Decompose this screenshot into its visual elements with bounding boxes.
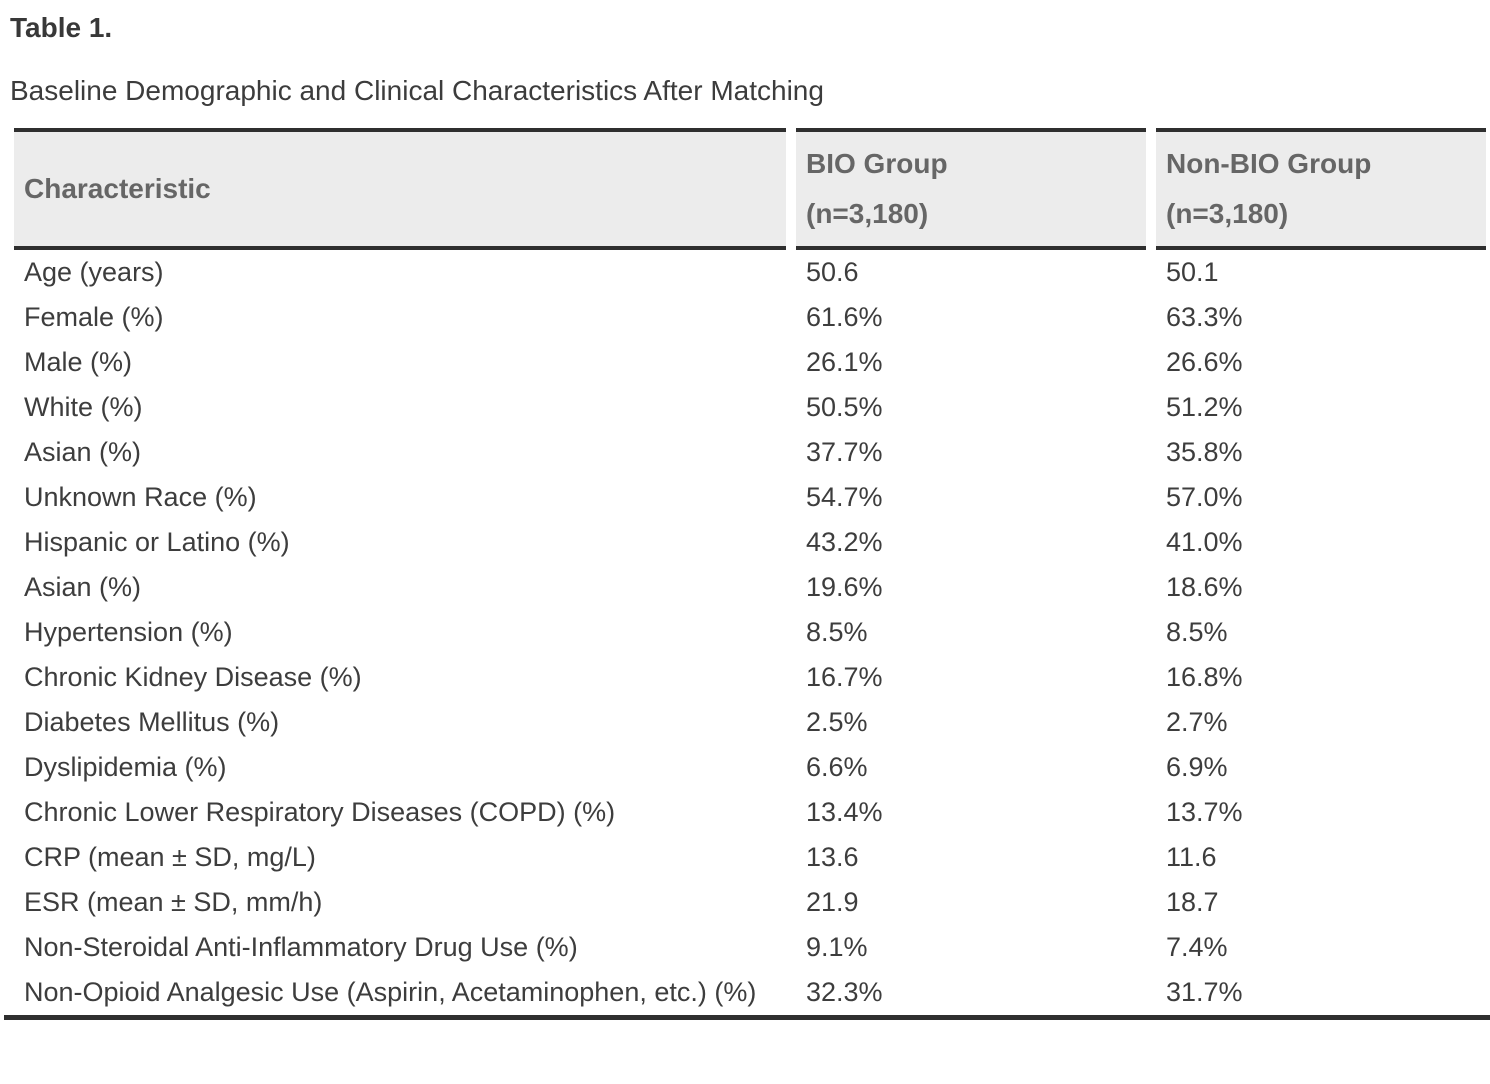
row-characteristic-label: ESR (mean ± SD, mm/h) xyxy=(24,887,323,918)
table-row xyxy=(14,430,1486,475)
nonbio-group-value: 7.4% xyxy=(1166,932,1228,963)
table-row xyxy=(14,925,1486,970)
row-characteristic-label: Non-Steroidal Anti-Inflammatory Drug Use (%) xyxy=(24,932,578,963)
bio-group-value: 61.6% xyxy=(806,302,883,333)
table-row xyxy=(14,970,1486,1015)
column-header-bio-group-name: BIO Group xyxy=(806,148,948,180)
bio-group-value: 13.4% xyxy=(806,797,883,828)
row-characteristic-label: Chronic Lower Respiratory Diseases (COPD) (%) xyxy=(24,797,616,828)
column-header-bio-group-n: (n=3,180) xyxy=(806,198,929,230)
row-characteristic-label: Asian (%) xyxy=(24,437,142,468)
nonbio-group-value: 41.0% xyxy=(1166,527,1243,558)
nonbio-group-value: 57.0% xyxy=(1166,482,1243,513)
nonbio-group-value: 16.8% xyxy=(1166,662,1243,693)
nonbio-group-value: 26.6% xyxy=(1166,347,1243,378)
table-row xyxy=(14,385,1486,430)
bio-group-value: 50.5% xyxy=(806,392,883,423)
column-header-nonbio-group-name: Non-BIO Group xyxy=(1166,148,1372,180)
bio-group-value: 6.6% xyxy=(806,752,868,783)
row-characteristic-label: Dyslipidemia (%) xyxy=(24,752,227,783)
bio-group-value: 9.1% xyxy=(806,932,868,963)
table-caption: Baseline Demographic and Clinical Characteristics After Matching xyxy=(10,75,824,107)
nonbio-group-value: 51.2% xyxy=(1166,392,1243,423)
bio-group-value: 13.6 xyxy=(806,842,859,873)
row-characteristic-label: Age (years) xyxy=(24,257,164,288)
characteristics-table xyxy=(4,128,1490,1020)
bio-group-value: 54.7% xyxy=(806,482,883,513)
bio-group-value: 21.9 xyxy=(806,887,859,918)
row-characteristic-label: Male (%) xyxy=(24,347,133,378)
row-characteristic-label: Hypertension (%) xyxy=(24,617,233,648)
bio-group-value: 37.7% xyxy=(806,437,883,468)
column-header-nonbio-group-n: (n=3,180) xyxy=(1166,198,1289,230)
table-body xyxy=(14,250,1486,1015)
table-row xyxy=(14,610,1486,655)
row-characteristic-label: Diabetes Mellitus (%) xyxy=(24,707,280,738)
nonbio-group-value: 13.7% xyxy=(1166,797,1243,828)
row-characteristic-label: Chronic Kidney Disease (%) xyxy=(24,662,362,693)
table-row xyxy=(14,700,1486,745)
nonbio-group-value: 35.8% xyxy=(1166,437,1243,468)
table-row xyxy=(14,295,1486,340)
column-header-characteristic xyxy=(14,128,786,250)
bio-group-value: 16.7% xyxy=(806,662,883,693)
bio-group-value: 50.6 xyxy=(806,257,859,288)
row-characteristic-label: Female (%) xyxy=(24,302,164,333)
nonbio-group-value: 31.7% xyxy=(1166,977,1243,1008)
row-characteristic-label: Hispanic or Latino (%) xyxy=(24,527,290,558)
row-characteristic-label: Unknown Race (%) xyxy=(24,482,257,513)
nonbio-group-value: 8.5% xyxy=(1166,617,1228,648)
table-row xyxy=(14,250,1486,295)
row-characteristic-label: CRP (mean ± SD, mg/L) xyxy=(24,842,316,873)
table-row xyxy=(14,340,1486,385)
bio-group-value: 19.6% xyxy=(806,572,883,603)
bio-group-value: 26.1% xyxy=(806,347,883,378)
nonbio-group-value: 50.1 xyxy=(1166,257,1219,288)
nonbio-group-value: 18.7 xyxy=(1166,887,1219,918)
nonbio-group-value: 11.6 xyxy=(1166,842,1217,873)
nonbio-group-value: 63.3% xyxy=(1166,302,1243,333)
table-row xyxy=(14,475,1486,520)
row-characteristic-label: Non-Opioid Analgesic Use (Aspirin, Acetaminophen, etc.) (%) xyxy=(24,977,757,1008)
column-header-nonbio-group xyxy=(1156,128,1486,250)
bio-group-value: 2.5% xyxy=(806,707,868,738)
nonbio-group-value: 18.6% xyxy=(1166,572,1243,603)
row-characteristic-label: Asian (%) xyxy=(24,572,142,603)
nonbio-group-value: 6.9% xyxy=(1166,752,1228,783)
table-row xyxy=(14,520,1486,565)
bio-group-value: 8.5% xyxy=(806,617,868,648)
table-header xyxy=(14,128,1486,250)
bio-group-value: 32.3% xyxy=(806,977,883,1008)
bio-group-value: 43.2% xyxy=(806,527,883,558)
column-header-bio-group xyxy=(796,128,1146,250)
table-row xyxy=(14,745,1486,790)
nonbio-group-value: 2.7% xyxy=(1166,707,1228,738)
table-row xyxy=(14,880,1486,925)
table-row xyxy=(14,790,1486,835)
header-row xyxy=(14,128,1486,250)
row-characteristic-label: White (%) xyxy=(24,392,143,423)
table-row xyxy=(14,565,1486,610)
table-label: Table 1. xyxy=(10,12,113,43)
table-row xyxy=(14,655,1486,700)
table-row xyxy=(14,835,1486,880)
column-header-characteristic-label: Characteristic xyxy=(24,173,211,205)
